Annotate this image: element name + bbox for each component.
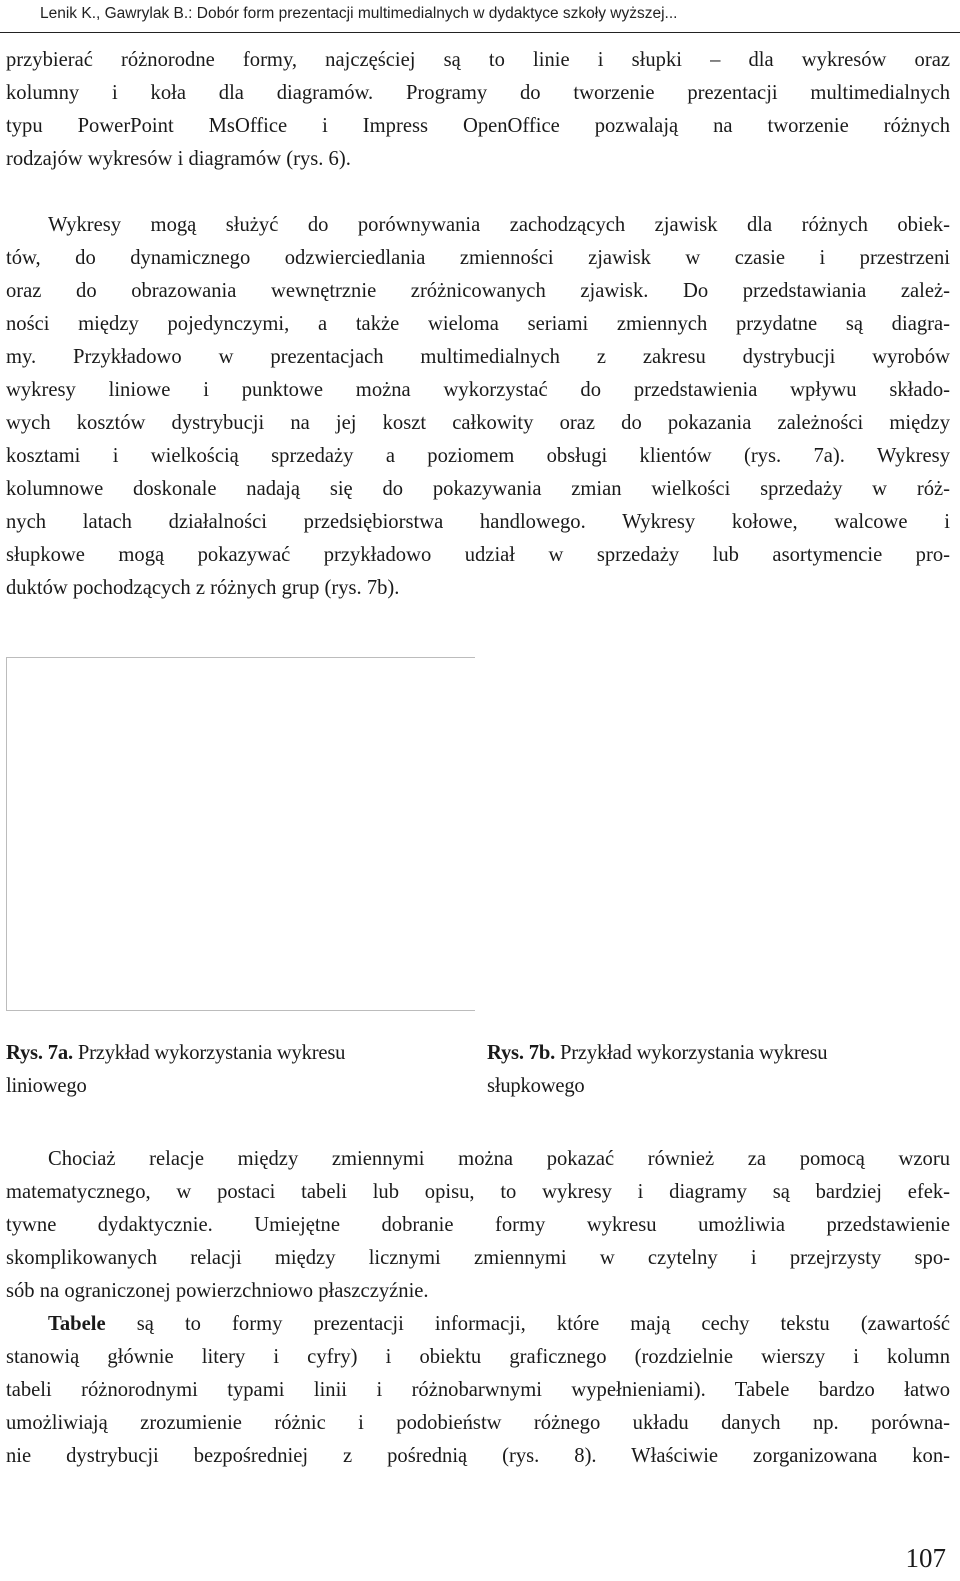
text-line: nie dystrybucji bezpośredniej z pośrednią (rys. 8). Właściwie zorganizowana kon- [6,1445,950,1467]
text-line: Wykresy mogą służyć do porównywania zachodzących zjawisk dla różnych obiek- [48,214,950,236]
caption-fig-7b [487,1037,827,1103]
text-line: kolumnowe doskonale nadają się do pokazywania zmian wielkości sprzedaży w róż- [6,478,950,500]
text-line: typu PowerPoint MsOffice i Impress OpenOffice pozwalają na tworzenie różnych [6,115,950,137]
paragraph-3 [6,1143,950,1308]
text-line: ności między pojedynczymi, a także wieloma seriami zmiennych przydatne są diagra- [6,313,950,335]
caption-text: słupkowego [487,1075,585,1097]
paragraph-2 [6,209,950,605]
text-line: my. Przykładowo w prezentacjach multimedialnych z zakresu dystrybucji wyrobów [6,346,950,368]
caption-text: Przykład wykorzystania wykresu [77,1042,346,1064]
caption-label: Rys. 7b. [487,1042,556,1064]
header-rule [0,32,960,33]
text-line: rodzajów wykresów i diagramów (rys. 6). [6,148,351,170]
text-line: oraz do obrazowania wewnętrznie zróżnicowanych zjawisk. Do przedstawiania zależ- [6,280,950,302]
text-line: kosztami i wielkością sprzedaży a poziomem obsługi klientów (rys. 7a). Wykresy [6,445,950,467]
text-line [6,1308,950,1341]
text-line: matematycznego, w postaci tabeli lub opisu, to wykresy i diagramy są bardziej efek- [6,1181,950,1203]
caption-label: Rys. 7a. [6,1042,73,1064]
text-line: nych latach działalności przedsiębiorstwa handlowego. Wykresy kołowe, walcowe i [6,511,950,533]
text-line: Chociaż relacje między zmiennymi można pokazać również za pomocą wzoru [48,1148,950,1170]
text-line: słupkowe mogą pokazywać przykładowo udział w sprzedaży lub asortymencie pro- [6,544,950,566]
text-line: stanowią głównie litery i cyfry) i obiektu graficznego (rozdzielnie wierszy i kolumn [6,1346,950,1368]
text-line: sób na ograniczonej powierzchniowo płaszczyźnie. [6,1280,429,1302]
running-header [40,5,940,23]
caption-text: Przykład wykorzystania wykresu [560,1042,828,1064]
text-line: wych kosztów dystrybucji na jej koszt całkowity oraz do pokazania zależności między [6,412,950,434]
page-number: 107 [905,1543,946,1573]
text-line: wykresy liniowe i punktowe można wykorzystać do przedstawienia wpływu składo- [6,379,950,401]
text-line-rest: są to formy prezentacji informacji, które mają cechy tekstu (zawartość [105,1313,950,1335]
paragraph-4 [6,1308,950,1473]
text-line: duktów pochodzących z różnych grup (rys. 7b). [6,577,400,599]
paragraph-1 [6,44,950,176]
text-line: umożliwiają zrozumienie różnic i podobieństw różnego układu danych np. porówna- [6,1412,950,1434]
running-title: Lenik K., Gawrylak B.: Dobór form prezentacji multimedialnych w dydaktyce szkoły wyższej... [40,5,678,22]
text-line: kolumny i koła dla diagramów. Programy do tworzenie prezentacji multimedialnych [6,82,950,104]
caption-fig-7a [6,1037,345,1103]
text-line: skomplikowanych relacji między licznymi zmiennymi w czytelny i przejrzysty spo- [6,1247,950,1269]
text-line: tabeli różnorodnymi typami linii i różnobarwnymi wypełnieniami). Tabele bardzo łatwo [6,1379,950,1401]
text-line: tów, do dynamicznego odzwierciedlania zmienności zjawisk w czasie i przestrzeni [6,247,950,269]
figure-7a-frame [6,657,475,1011]
text-line: przybierać różnorodne formy, najczęściej są to linie i słupki – dla wykresów oraz [6,49,950,71]
caption-text: liniowego [6,1075,87,1097]
text-line: tywne dydaktycznie. Umiejętne dobranie formy wykresu umożliwia przedstawienie [6,1214,950,1236]
term-tabele: Tabele [48,1313,106,1335]
